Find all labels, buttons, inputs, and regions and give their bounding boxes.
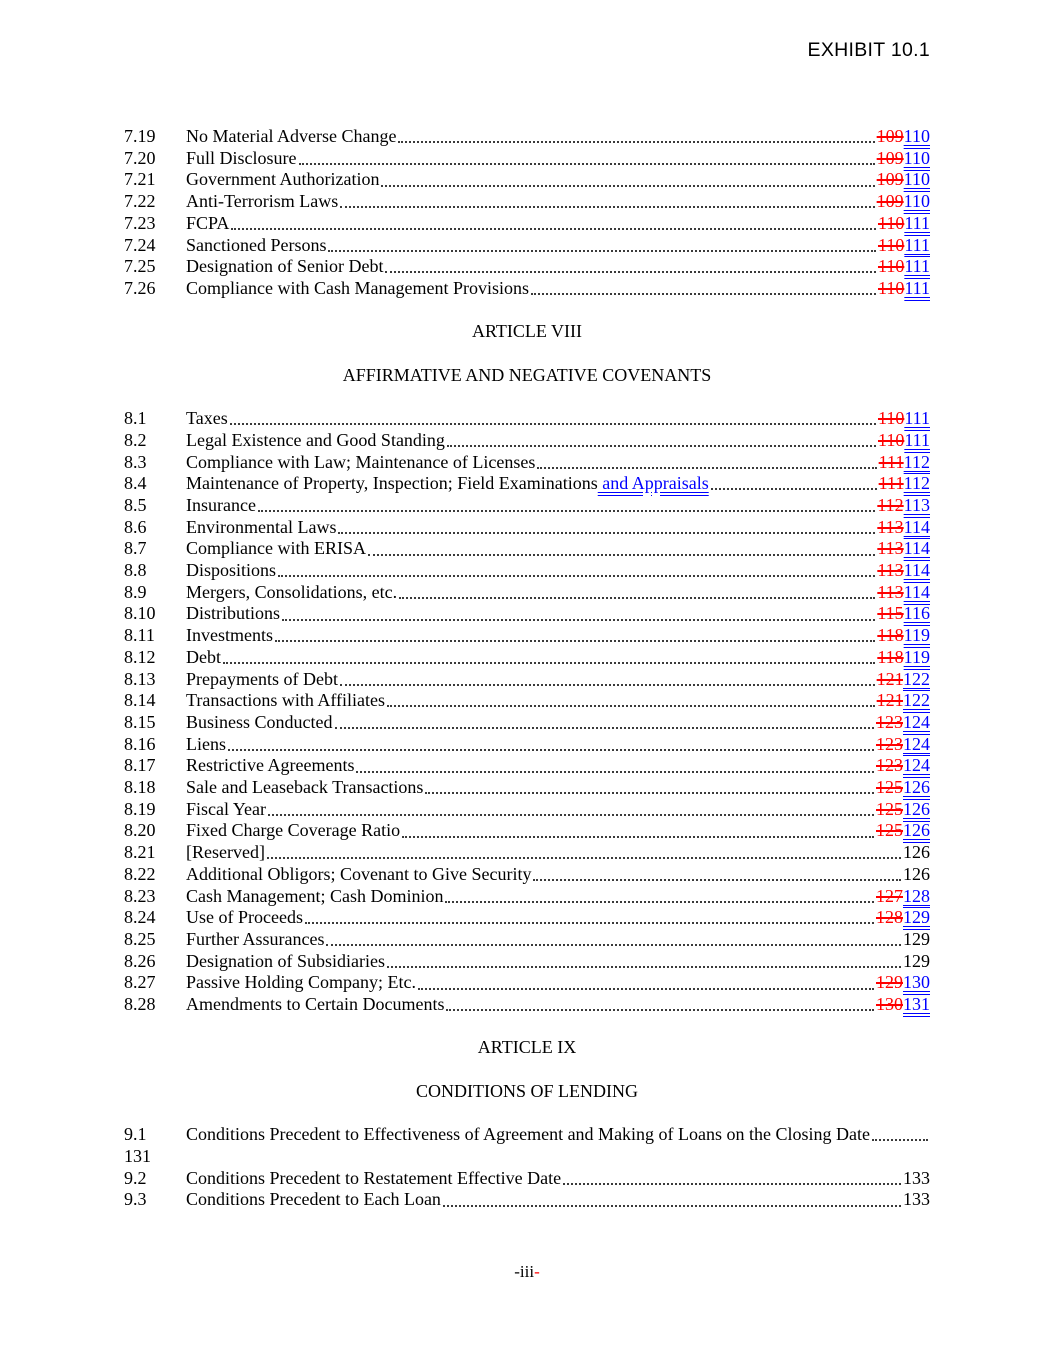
toc-entry <box>124 690 930 712</box>
toc-entry <box>124 777 930 799</box>
inserted-page-number: 111 <box>904 234 930 255</box>
entry-title: Compliance with Cash Management Provisions <box>186 277 529 298</box>
entry-title: Taxes <box>186 408 228 429</box>
dot-leader <box>268 814 874 816</box>
deleted-page-number: 118 <box>877 646 904 667</box>
entry-number: 8.15 <box>124 711 156 732</box>
toc-entry <box>124 734 930 756</box>
toc-entry <box>124 495 930 517</box>
toc-entry <box>124 560 930 582</box>
page-numbers <box>877 191 930 213</box>
entry-number: 8.16 <box>124 733 156 754</box>
entry-title: Mergers, Consolidations, etc. <box>186 581 398 602</box>
deleted-page-number: 109 <box>876 147 904 168</box>
toc-entry <box>124 864 930 886</box>
inserted-page-number: 111 <box>904 408 930 429</box>
entry-number: 7.20 <box>124 147 156 168</box>
dot-leader <box>278 575 875 577</box>
toc-entry <box>124 1189 930 1211</box>
toc-entry <box>124 408 930 430</box>
toc-entry <box>124 886 930 908</box>
footer-page-number-hyphen: - <box>534 1262 540 1282</box>
page-numbers <box>876 799 930 821</box>
entry-number: 8.19 <box>124 798 156 819</box>
dot-leader <box>338 532 875 534</box>
entry-title: Use of Proceeds <box>186 907 303 928</box>
entry-number: 7.21 <box>124 169 156 190</box>
page-numbers <box>877 603 930 625</box>
dot-leader <box>446 1009 874 1011</box>
deleted-page-number: 110 <box>877 234 905 255</box>
page-numbers <box>876 907 930 929</box>
page-numbers <box>876 777 930 799</box>
inserted-page-number: 131 <box>903 994 930 1015</box>
entry-number: 7.19 <box>124 126 156 146</box>
dot-leader <box>387 705 875 707</box>
entry-title: Dispositions <box>186 560 277 581</box>
inserted-page-number: 128 <box>903 885 930 906</box>
deleted-page-number: 125 <box>876 820 903 841</box>
entry-number: 9.1 <box>124 1124 147 1145</box>
page-numbers <box>876 712 930 734</box>
toc-entry <box>124 213 930 235</box>
toc-entry <box>124 256 930 278</box>
deleted-page-number: 123 <box>876 733 903 754</box>
dot-leader <box>340 684 875 686</box>
dot-leader <box>368 554 875 556</box>
entry-title: Prepayments of Debt <box>186 668 338 689</box>
dot-leader <box>399 597 875 599</box>
toc-entry <box>124 148 930 170</box>
page-numbers <box>876 734 930 756</box>
entry-title: Further Assurances <box>186 928 325 949</box>
deleted-page-number: 130 <box>876 994 903 1015</box>
page-number: 126 <box>903 842 930 863</box>
dot-leader <box>340 206 874 208</box>
toc-entry <box>124 1124 930 1146</box>
entry-title: Fiscal Year <box>186 798 266 819</box>
entry-title: Liens <box>186 733 226 754</box>
entry-title: FCPA <box>186 212 230 233</box>
entry-number: 7.22 <box>124 191 156 212</box>
dot-leader <box>228 749 874 751</box>
entry-title: No Material Adverse Change <box>186 126 397 146</box>
inserted-page-number: 129 <box>903 907 930 928</box>
wrapped-page-number: 131 <box>124 1145 151 1166</box>
dot-leader <box>385 271 876 273</box>
inserted-page-number: 113 <box>903 494 930 515</box>
exhibit-label: EXHIBIT 10.1 <box>807 39 930 61</box>
toc-entry <box>124 842 930 864</box>
entry-number: 8.2 <box>124 429 147 450</box>
page-numbers <box>876 886 930 908</box>
entry-number: 8.23 <box>124 885 156 906</box>
entry-title: Cash Management; Cash Dominion <box>186 885 444 906</box>
page-number: 133 <box>903 1167 930 1188</box>
entry-title: Environmental Laws <box>186 516 337 537</box>
dot-leader <box>267 857 901 859</box>
page-numbers <box>878 278 930 300</box>
article-heading: ARTICLE VIII <box>471 321 583 342</box>
inserted-page-number: 110 <box>903 169 930 190</box>
deleted-page-number: 109 <box>876 191 904 212</box>
page-numbers <box>903 929 930 951</box>
toc-entry <box>124 517 930 539</box>
page-numbers <box>877 560 930 582</box>
page-numbers <box>903 1189 930 1211</box>
inserted-page-number: 111 <box>904 277 930 298</box>
entry-number: 8.14 <box>124 690 156 711</box>
page-numbers <box>876 820 930 842</box>
entry-title: Maintenance of Property, Inspection; Field Examinations and Appraisals <box>186 473 709 494</box>
deleted-page-number: 110 <box>877 429 905 450</box>
toc <box>124 126 930 1211</box>
dot-leader <box>356 771 874 773</box>
page-numbers <box>878 408 930 430</box>
page-numbers <box>877 669 930 691</box>
dot-leader <box>537 467 876 469</box>
deleted-page-number: 123 <box>876 755 903 776</box>
inserted-page-number: 126 <box>903 820 930 841</box>
entry-number: 8.8 <box>124 560 147 581</box>
entry-title: Additional Obligors; Covenant to Give Security <box>186 863 532 884</box>
deleted-page-number: 121 <box>876 690 903 711</box>
toc-entry <box>124 907 930 929</box>
inserted-page-number: 124 <box>903 733 930 754</box>
deleted-page-number: 110 <box>877 212 905 233</box>
entry-title: Compliance with ERISA <box>186 538 366 559</box>
toc-entry <box>124 126 930 148</box>
footer-page-number: -iii <box>514 1262 535 1282</box>
entry-number: 8.24 <box>124 907 156 928</box>
dot-leader <box>531 293 876 295</box>
toc-entry <box>124 647 930 669</box>
entry-title: Business Conducted <box>186 711 333 732</box>
entry-number: 8.7 <box>124 538 147 559</box>
toc-entry <box>124 538 930 560</box>
page-numbers <box>877 495 930 517</box>
entry-title: Anti-Terrorism Laws <box>186 191 339 212</box>
page-numbers <box>878 235 930 257</box>
entry-title: Full Disclosure <box>186 147 297 168</box>
dot-leader <box>387 966 901 968</box>
toc-entry <box>124 669 930 691</box>
entry-number: 8.10 <box>124 603 156 624</box>
entry-title: Insurance <box>186 494 256 515</box>
entry-number: 8.13 <box>124 668 156 689</box>
page-numbers <box>877 517 930 539</box>
page-numbers <box>877 690 930 712</box>
entry-title: Sanctioned Persons <box>186 234 327 255</box>
entry-title: Conditions Precedent to Each Loan <box>186 1189 441 1210</box>
inserted-page-number: 112 <box>903 473 930 494</box>
toc-entry <box>124 582 930 604</box>
inserted-text: and Appraisals <box>597 473 709 494</box>
inserted-page-number: 111 <box>904 429 930 450</box>
entry-number: 8.20 <box>124 820 156 841</box>
entry-title: Designation of Subsidiaries <box>186 950 385 971</box>
entry-number: 8.25 <box>124 928 156 949</box>
deleted-page-number: 110 <box>877 256 905 277</box>
page-numbers <box>877 148 930 170</box>
entry-number: 8.9 <box>124 581 147 602</box>
dot-leader <box>445 901 874 903</box>
dot-leader <box>563 1183 901 1185</box>
toc-entry <box>124 278 930 300</box>
deleted-page-number: 110 <box>877 408 905 429</box>
inserted-page-number: 112 <box>903 451 930 472</box>
toc-entry <box>124 473 930 495</box>
entry-number: 8.17 <box>124 755 156 776</box>
entry-number: 8.28 <box>124 994 156 1015</box>
inserted-page-number: 126 <box>903 798 930 819</box>
entry-number: 8.5 <box>124 494 147 515</box>
inserted-page-number: 114 <box>903 516 930 537</box>
dot-leader <box>398 141 874 143</box>
deleted-page-number: 125 <box>876 777 903 798</box>
entry-number: 8.18 <box>124 777 156 798</box>
dot-leader <box>381 185 874 187</box>
deleted-page-number: 129 <box>876 972 903 993</box>
page-number: 129 <box>903 950 930 971</box>
inserted-page-number: 110 <box>903 126 930 146</box>
page-numbers <box>878 430 930 452</box>
page-numbers <box>877 538 930 560</box>
toc-entry <box>124 820 930 842</box>
inserted-page-number: 119 <box>903 646 930 667</box>
toc-entry <box>124 603 930 625</box>
entry-title: Fixed Charge Coverage Ratio <box>186 820 401 841</box>
page-numbers <box>877 582 930 604</box>
dot-leader <box>335 727 875 729</box>
toc-entry <box>124 994 930 1016</box>
inserted-page-number: 111 <box>904 256 930 277</box>
entry-title: Designation of Senior Debt <box>186 256 384 277</box>
inserted-page-number: 130 <box>903 972 930 993</box>
deleted-page-number: 113 <box>877 516 904 537</box>
page-number: 126 <box>903 863 930 884</box>
entry-number: 7.25 <box>124 256 156 277</box>
entry-title: Distributions <box>186 603 281 624</box>
page-numbers <box>876 972 930 994</box>
toc-entry <box>124 755 930 777</box>
page-numbers <box>877 647 930 669</box>
deleted-page-number: 128 <box>876 907 903 928</box>
entry-title: Debt <box>186 646 221 667</box>
article-heading: ARTICLE IX <box>477 1037 577 1058</box>
entry-title: Passive Holding Company; Etc. <box>186 972 416 993</box>
toc-entry <box>124 712 930 734</box>
toc-entry <box>124 972 930 994</box>
entry-number: 8.3 <box>124 451 147 472</box>
inserted-page-number: 124 <box>903 755 930 776</box>
entry-title: Conditions Precedent to Restatement Effective Date <box>186 1167 562 1188</box>
deleted-page-number: 127 <box>876 885 903 906</box>
deleted-page-number: 109 <box>876 169 904 190</box>
page-numbers <box>879 452 930 474</box>
entry-title: [Reserved] <box>186 842 265 863</box>
deleted-page-number: 121 <box>876 668 903 689</box>
dot-leader <box>305 922 874 924</box>
toc-entry <box>124 430 930 452</box>
entry-number: 9.3 <box>124 1189 147 1210</box>
toc-entry <box>124 1168 930 1190</box>
page-footer <box>124 1261 930 1283</box>
toc-entry <box>124 951 930 973</box>
inserted-page-number: 116 <box>903 603 930 624</box>
article-subheading: AFFIRMATIVE AND NEGATIVE COVENANTS <box>342 364 712 385</box>
deleted-page-number: 110 <box>877 277 905 298</box>
entry-title: Investments <box>186 625 273 646</box>
toc-entry <box>124 929 930 951</box>
deleted-page-number: 109 <box>876 126 904 146</box>
entry-number: 7.24 <box>124 234 156 255</box>
page-numbers <box>878 256 930 278</box>
deleted-page-number: 113 <box>877 581 904 602</box>
dot-leader <box>328 250 876 252</box>
dot-leader <box>872 1139 928 1141</box>
page-numbers <box>877 169 930 191</box>
inserted-page-number: 119 <box>903 625 930 646</box>
page-numbers <box>876 755 930 777</box>
inserted-page-number: 122 <box>903 668 930 689</box>
entry-number: 7.23 <box>124 212 156 233</box>
dot-leader <box>223 662 875 664</box>
dot-leader <box>443 1205 901 1207</box>
dot-leader <box>447 445 876 447</box>
inserted-page-number: 110 <box>903 191 930 212</box>
toc-entry <box>124 452 930 474</box>
toc-entry <box>124 169 930 191</box>
inserted-page-number: 122 <box>903 690 930 711</box>
entry-number: 8.11 <box>124 625 155 646</box>
inserted-page-number: 126 <box>903 777 930 798</box>
toc-entry <box>124 191 930 213</box>
article-subheading: CONDITIONS OF LENDING <box>416 1080 638 1101</box>
deleted-page-number: 111 <box>878 473 904 494</box>
entry-number: 8.27 <box>124 972 156 993</box>
entry-title: Transactions with Affiliates <box>186 690 385 711</box>
toc-entry <box>124 235 930 257</box>
entry-number: 8.22 <box>124 863 156 884</box>
entry-number: 8.6 <box>124 516 147 537</box>
page-numbers <box>876 994 930 1016</box>
entry-title: Government Authorization <box>186 169 380 190</box>
entry-number: 7.26 <box>124 277 156 298</box>
inserted-page-number: 124 <box>903 711 930 732</box>
deleted-page-number: 112 <box>877 494 904 515</box>
deleted-page-number: 113 <box>877 560 904 581</box>
inserted-page-number: 114 <box>903 581 930 602</box>
page-numbers <box>877 625 930 647</box>
deleted-page-number: 118 <box>877 625 904 646</box>
entry-number: 8.26 <box>124 950 156 971</box>
toc-entry <box>124 799 930 821</box>
page-numbers <box>879 473 930 495</box>
deleted-page-number: 115 <box>877 603 904 624</box>
dot-leader <box>418 988 874 990</box>
page-numbers <box>877 126 930 148</box>
dot-leader <box>533 879 901 881</box>
deleted-page-number: 123 <box>876 711 903 732</box>
page-number: 133 <box>903 1189 930 1210</box>
dot-leader <box>402 836 874 838</box>
deleted-page-number: 125 <box>876 798 903 819</box>
page-numbers <box>903 842 930 864</box>
dot-leader <box>299 163 875 165</box>
entry-number: 8.4 <box>124 473 147 494</box>
entry-title: Sale and Leaseback Transactions <box>186 777 424 798</box>
entry-number: 8.21 <box>124 842 156 863</box>
toc-entry <box>124 625 930 647</box>
dot-leader <box>282 619 875 621</box>
dot-leader <box>231 228 876 230</box>
entry-title: Legal Existence and Good Standing <box>186 429 445 450</box>
dot-leader <box>711 488 877 490</box>
page-numbers <box>903 951 930 973</box>
deleted-page-number: 113 <box>877 538 904 559</box>
inserted-page-number: 114 <box>903 538 930 559</box>
inserted-page-number: 114 <box>903 560 930 581</box>
page-numbers <box>878 213 930 235</box>
dot-leader <box>326 944 901 946</box>
dot-leader <box>258 510 875 512</box>
page-numbers <box>903 864 930 886</box>
entry-title: Conditions Precedent to Effectiveness of Agreement and Making of Loans on the Closing Date <box>186 1124 871 1145</box>
entry-number: 8.12 <box>124 646 156 667</box>
dot-leader <box>230 423 876 425</box>
page-numbers <box>903 1168 930 1190</box>
entry-title: Compliance with Law; Maintenance of Licenses <box>186 451 536 472</box>
inserted-page-number: 111 <box>904 212 930 233</box>
entry-title: Restrictive Agreements <box>186 755 355 776</box>
dot-leader <box>275 640 875 642</box>
dot-leader <box>425 792 874 794</box>
entry-title: Amendments to Certain Documents <box>186 994 445 1015</box>
deleted-page-number: 111 <box>878 451 904 472</box>
entry-number: 8.1 <box>124 408 147 429</box>
inserted-page-number: 110 <box>903 147 930 168</box>
entry-number: 9.2 <box>124 1167 147 1188</box>
page-number: 129 <box>903 928 930 949</box>
